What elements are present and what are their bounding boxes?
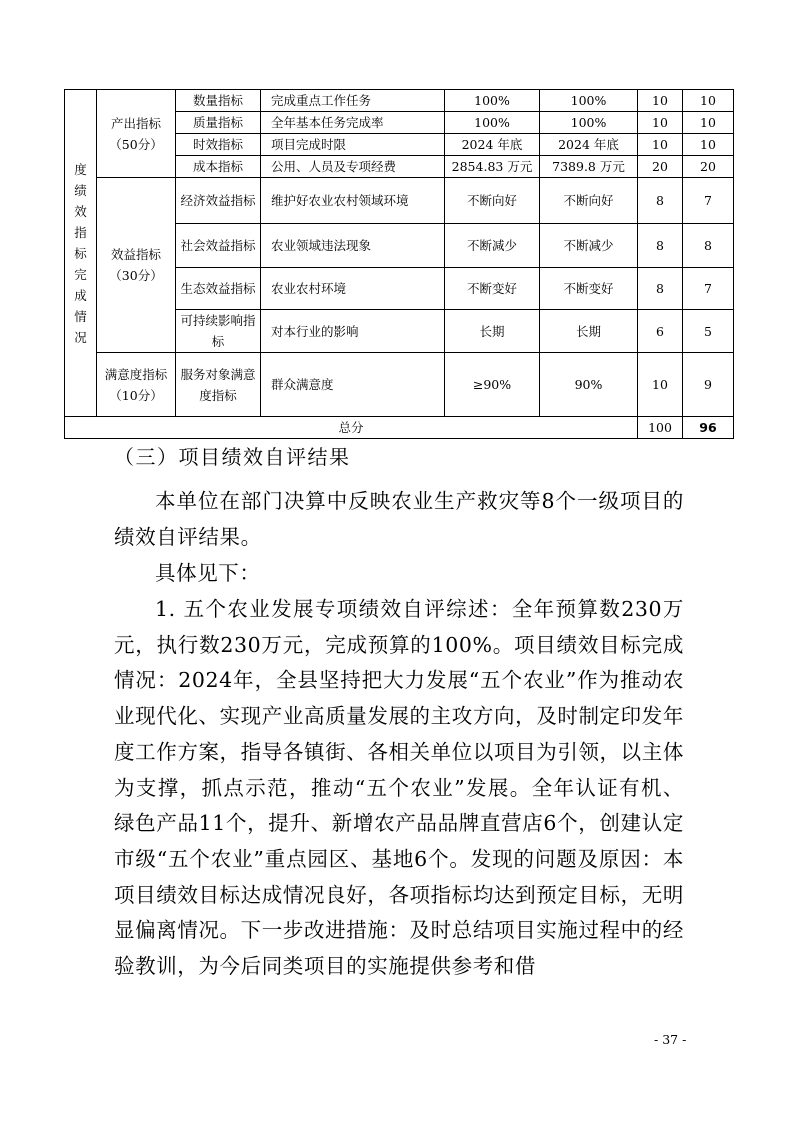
paragraph-intro: 本单位在部门决算中反映农业生产救灾等8个一级项目的绩效自评结果。 [114, 489, 684, 549]
indicator-cell: 生态效益指标 [176, 268, 261, 310]
table-row [65, 178, 734, 224]
weight-cell: 6 [638, 310, 683, 353]
score-cell: 7 [683, 268, 734, 310]
actual-cell: 不断向好 [540, 178, 638, 224]
name-cell: 全年基本任务完成率 [261, 112, 445, 134]
weight-cell: 10 [638, 134, 683, 156]
name-cell: 维护好农业农村领域环境 [261, 178, 445, 224]
name-cell: 农业领域违法现象 [261, 224, 445, 268]
score-cell: 9 [683, 353, 734, 417]
weight-cell: 10 [638, 90, 683, 112]
weight-cell: 8 [638, 268, 683, 310]
indicator-cell: 数量指标 [176, 90, 261, 112]
page-number: - 37 - [654, 1032, 687, 1047]
total-score: 96 [683, 417, 734, 439]
score-cell: 10 [683, 112, 734, 134]
score-cell: 8 [683, 224, 734, 268]
indicator-cell: 质量指标 [176, 112, 261, 134]
actual-cell: 不断减少 [540, 224, 638, 268]
section-heading: （三）项目绩效自评结果 [114, 445, 351, 469]
target-cell: 不断向好 [445, 178, 540, 224]
weight-cell: 20 [638, 156, 683, 178]
indicator-cell: 时效指标 [176, 134, 261, 156]
indicator-cell: 成本指标 [176, 156, 261, 178]
section-label-cell: 度 绩 效 指 标 完 成 情 况 [65, 90, 97, 417]
total-row [65, 417, 734, 439]
table-row [65, 90, 734, 112]
table-row [65, 353, 734, 417]
weight-cell: 10 [638, 112, 683, 134]
score-cell: 7 [683, 178, 734, 224]
total-label: 总分 [65, 417, 638, 439]
name-cell: 群众满意度 [261, 353, 445, 417]
group-benefit-cell: 效益指标（30分） [97, 178, 176, 353]
name-cell: 公用、人员及专项经费 [261, 156, 445, 178]
actual-cell: 不断变好 [540, 268, 638, 310]
group-satisfaction-cell: 满意度指标（10分） [97, 353, 176, 417]
name-cell: 农业农村环境 [261, 268, 445, 310]
weight-cell: 8 [638, 224, 683, 268]
score-cell: 5 [683, 310, 734, 353]
name-cell: 对本行业的影响 [261, 310, 445, 353]
target-cell: 100% [445, 112, 540, 134]
target-cell: 不断减少 [445, 224, 540, 268]
actual-cell: 长期 [540, 310, 638, 353]
score-cell: 10 [683, 90, 734, 112]
name-cell: 项目完成时限 [261, 134, 445, 156]
indicator-cell: 服务对象满意度指标 [176, 353, 261, 417]
indicator-cell: 社会效益指标 [176, 224, 261, 268]
actual-cell: 100% [540, 90, 638, 112]
actual-cell: 100% [540, 112, 638, 134]
score-cell: 10 [683, 134, 734, 156]
indicator-cell: 经济效益指标 [176, 178, 261, 224]
target-cell: 100% [445, 90, 540, 112]
weight-cell: 8 [638, 178, 683, 224]
paragraph-project-1: 1. 五个农业发展专项绩效自评综述：全年预算数230万元，执行数230万元，完成预算的100%。项目绩效目标完成情况：2024年，全县坚持把大力发展“五个农业”作为推动农业现代化、实现产业高质量发展的主攻方向，及时制定印发年度工作方案，指导各镇街、各相关单位以项目为引领，以主体为支撑，抓点示范，推动“五个农业”发展。全年认证有机、绿色产品11个，提升、新增农产品品牌直营店6个，创建认定市级“五个农业”重点园区、基地6个。发现的问题及原因：本项目绩效目标达成情况良好，各项指标均达到预定目标，无明显偏离情况。下一步改进措施：及时总结项目实施过程中的经验教训，为今后同类项目的实施提供参考和借 [114, 597, 684, 979]
target-cell: ≥90% [445, 353, 540, 417]
target-cell: 不断变好 [445, 268, 540, 310]
performance-table [64, 89, 734, 439]
name-cell: 完成重点工作任务 [261, 90, 445, 112]
actual-cell: 2024 年底 [540, 134, 638, 156]
actual-cell: 90% [540, 353, 638, 417]
actual-cell: 7389.8 万元 [540, 156, 638, 178]
group-output-cell: 产出指标（50分） [97, 90, 176, 178]
target-cell: 长期 [445, 310, 540, 353]
paragraph-see-below: 具体见下： [155, 561, 261, 585]
weight-cell: 10 [638, 353, 683, 417]
score-cell: 20 [683, 156, 734, 178]
target-cell: 2854.83 万元 [445, 156, 540, 178]
target-cell: 2024 年底 [445, 134, 540, 156]
indicator-cell: 可持续影响指标 [176, 310, 261, 353]
total-weight: 100 [638, 417, 683, 439]
